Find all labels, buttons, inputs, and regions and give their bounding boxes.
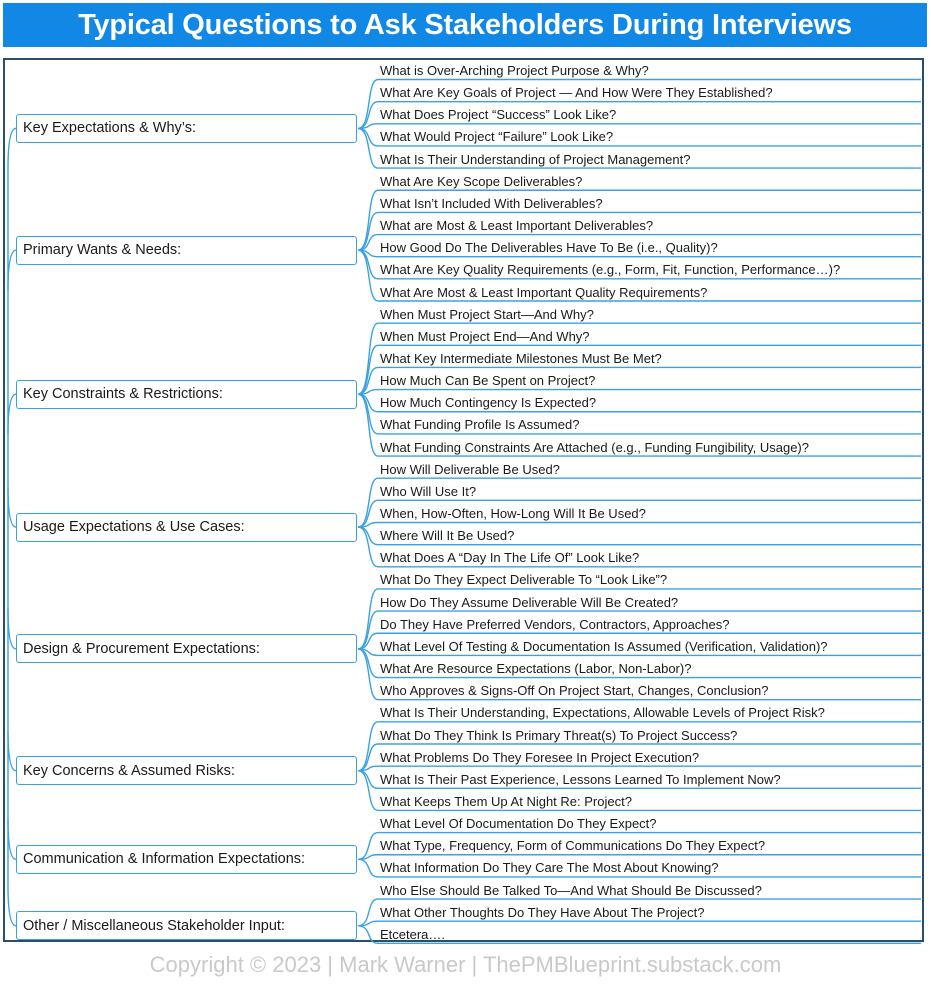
- question-label: What Are Key Goals of Project — And How Were They Established?: [380, 85, 773, 101]
- question-connector: [358, 523, 921, 528]
- question-label: What Is Their Understanding of Project Management?: [380, 151, 691, 167]
- question-label: What Is Their Past Experience, Lessons Learned To Implement Now?: [380, 771, 781, 787]
- question-label: What Information Do They Care The Most About Knowing?: [380, 860, 719, 876]
- question-label: What Are Key Quality Requirements (e.g., Form, Fit, Function, Performance…)?: [380, 262, 841, 278]
- question-label: Who Approves & Signs-Off On Project Start, Changes, Conclusion?: [380, 683, 769, 699]
- question-label: What Funding Constraints Are Attached (e.g., Funding Fungibility, Usage)?: [380, 439, 809, 455]
- question-label: What Is Their Understanding, Expectations, Allowable Levels of Project Risk?: [380, 705, 825, 721]
- question-connector: [358, 766, 921, 771]
- category-label: Key Constraints & Restrictions:: [23, 386, 223, 403]
- question-label: How Will Deliverable Be Used?: [380, 461, 560, 477]
- question-label: Etcetera….: [380, 926, 446, 942]
- category-node: [16, 911, 357, 940]
- category-node: [16, 513, 357, 542]
- category-connector: [8, 886, 16, 926]
- copyright-footer: Copyright © 2023 | Mark Warner | ThePMBlueprint.substack.com: [149, 952, 782, 977]
- question-label: What are Most & Least Important Deliverables?: [380, 218, 654, 234]
- question-connector: [358, 124, 921, 129]
- question-label: What Does Project “Success” Look Like?: [380, 107, 617, 123]
- question-label: What Problems Do They Foresee In Project Execution?: [380, 749, 700, 765]
- category-node: [16, 756, 357, 785]
- question-label: What Would Project “Failure” Look Like?: [380, 129, 614, 145]
- category-node: [16, 114, 357, 143]
- category-label: Key Concerns & Assumed Risks:: [23, 762, 235, 779]
- question-label: Do They Have Preferred Vendors, Contractors, Approaches?: [380, 616, 730, 632]
- category-node: [16, 634, 357, 663]
- category-node: [16, 845, 357, 874]
- question-label: What Type, Frequency, Form of Communications Do They Expect?: [380, 838, 766, 854]
- category-connector: [8, 819, 16, 859]
- question-label: What Keeps Them Up At Night Re: Project?: [380, 793, 632, 809]
- category-label: Primary Wants & Needs:: [23, 242, 182, 259]
- category-label: Usage Expectations & Use Cases:: [23, 519, 245, 536]
- question-connector: [358, 390, 921, 395]
- category-node: [16, 380, 357, 409]
- category-node: [16, 236, 357, 265]
- question-label: What Other Thoughts Do They Have About The Project?: [380, 904, 705, 920]
- question-label: How Good Do The Deliverables Have To Be (i.e., Quality)?: [380, 240, 718, 256]
- question-label: What Funding Profile Is Assumed?: [380, 417, 580, 433]
- category-connector: [8, 250, 16, 290]
- category-label: Key Expectations & Why’s:: [23, 120, 197, 137]
- question-label: How Much Contingency Is Expected?: [380, 395, 597, 411]
- category-label: Other / Miscellaneous Stakeholder Input:: [23, 917, 285, 934]
- question-label: What Key Intermediate Milestones Must Be Met?: [380, 350, 662, 366]
- question-label: What Level Of Documentation Do They Expect?: [380, 816, 657, 832]
- question-label: When Must Project End—And Why?: [380, 328, 590, 344]
- category-label: Communication & Information Expectations:: [23, 851, 306, 868]
- category-connector: [8, 609, 16, 649]
- question-label: What Do They Think Is Primary Threat(s) To Project Success?: [380, 727, 738, 743]
- question-label: Who Else Should Be Talked To—And What Should Be Discussed?: [380, 882, 762, 898]
- question-label: What Level Of Testing & Documentation Is Assumed (Verification, Validation)?: [380, 638, 828, 654]
- question-label: Where Will It Be Used?: [380, 528, 515, 544]
- category-connector: [8, 128, 16, 168]
- category-connector: [8, 731, 16, 771]
- page-title: Typical Questions to Ask Stakeholders During Interviews: [3, 3, 927, 47]
- question-label: What Are Key Scope Deliverables?: [380, 173, 583, 189]
- question-label: What Isn’t Included With Deliverables?: [380, 195, 603, 211]
- question-label: How Do They Assume Deliverable Will Be Created?: [380, 594, 679, 610]
- question-label: When Must Project Start—And Why?: [380, 306, 594, 322]
- question-label: What Are Resource Expectations (Labor, Non-Labor)?: [380, 661, 692, 677]
- question-label: What is Over-Arching Project Purpose & Why?: [380, 63, 649, 78]
- question-label: What Do They Expect Deliverable To “Look Like”?: [380, 572, 668, 588]
- question-connector: [358, 855, 921, 860]
- question-label: What Are Most & Least Important Quality Requirements?: [380, 284, 708, 300]
- category-connector: [8, 487, 16, 527]
- question-label: Who Will Use It?: [380, 483, 477, 499]
- question-label: How Much Can Be Spent on Project?: [380, 373, 596, 389]
- category-connector: [8, 394, 16, 434]
- question-label: When, How-Often, How-Long Will It Be Used?: [380, 506, 646, 521]
- question-connector: [358, 921, 921, 926]
- category-label: Design & Procurement Expectations:: [23, 640, 260, 657]
- question-label: What Does A “Day In The Life Of” Look Like?: [380, 550, 640, 566]
